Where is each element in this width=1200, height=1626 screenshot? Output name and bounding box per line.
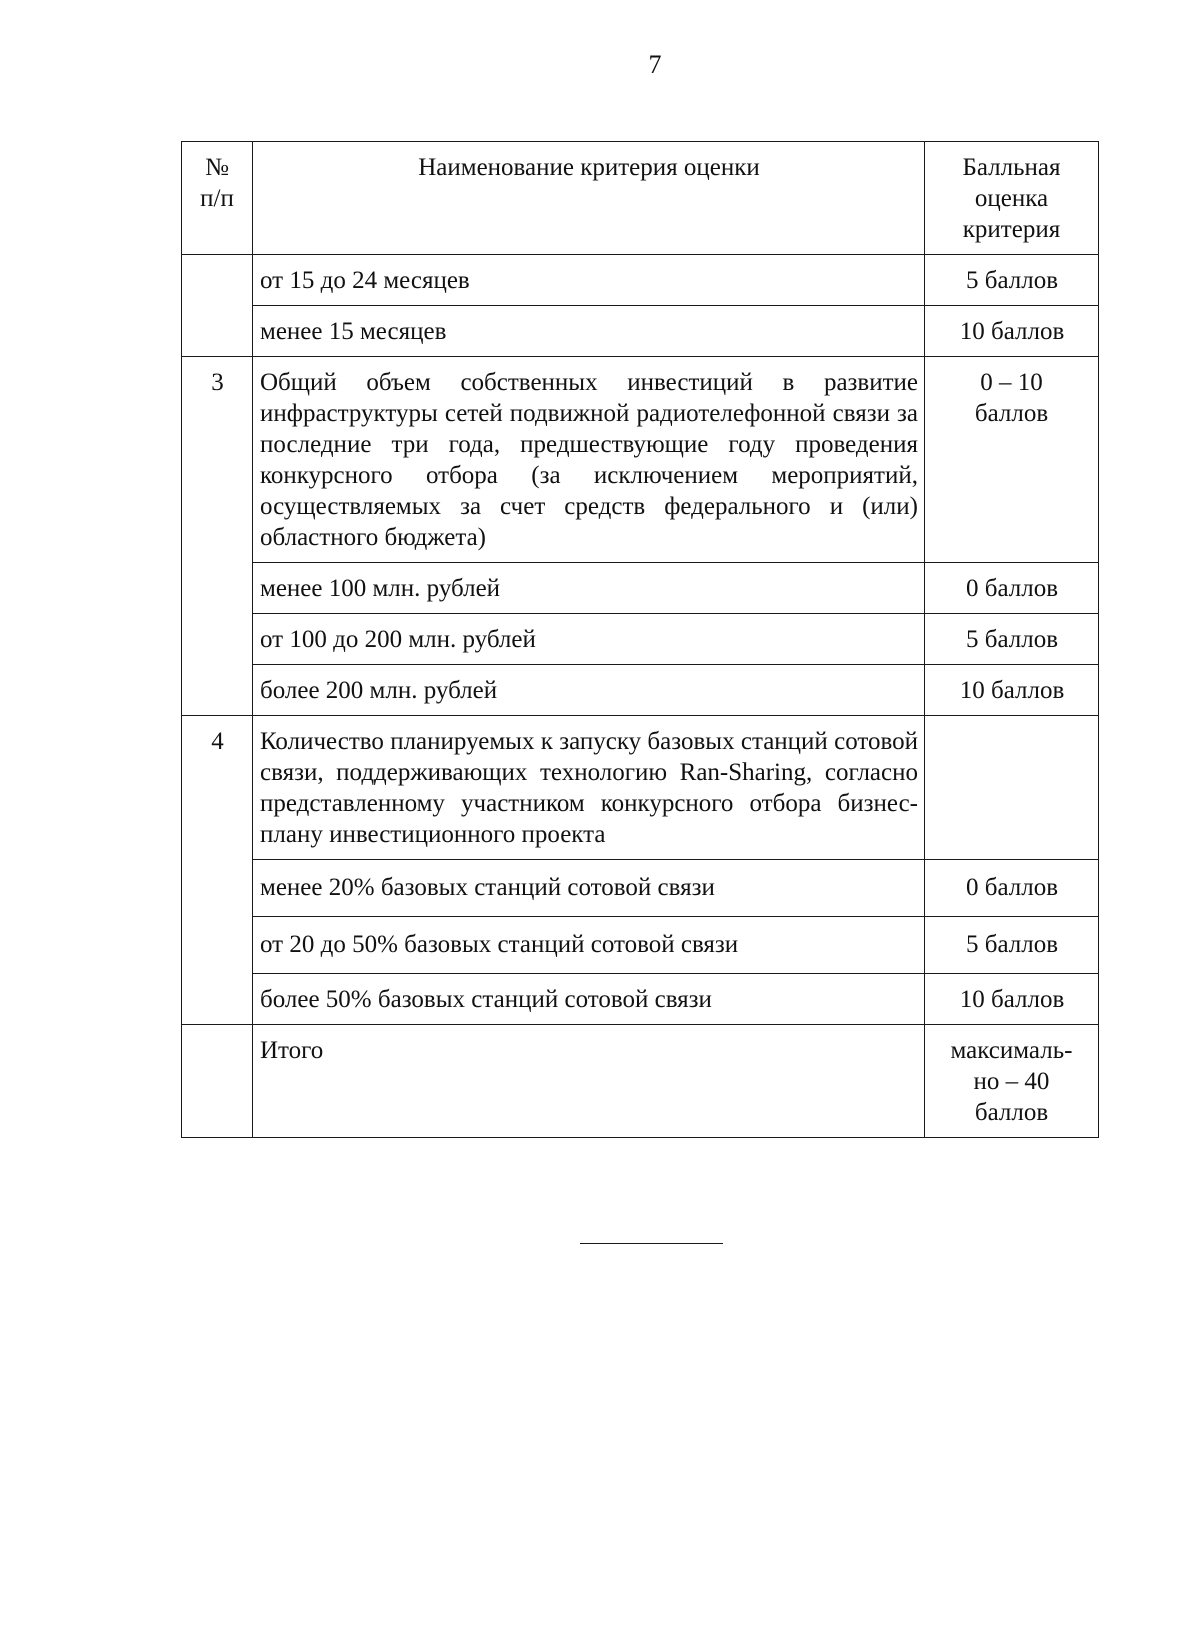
row-num (182, 1025, 253, 1138)
page-number: 7 (648, 50, 662, 79)
row-score: 10 баллов (925, 306, 1099, 357)
row-name: Общий объем собственных инвестиций в развитие инфраструктуры сетей подвижной радиотелефонной связи за последние три года, предшествующие году проведения конкурсного отбора (за исключением мероприятий, осуществляемых за счет средств федерального и (или) областного бюджета) (253, 357, 925, 563)
table-row (182, 357, 1099, 563)
header-name: Наименование критерия оценки (253, 142, 925, 255)
row-score: 5 баллов (925, 917, 1099, 974)
row-score (925, 716, 1099, 860)
header-score: Балльная оценка критерия (925, 142, 1099, 255)
table-header-row (182, 142, 1099, 255)
row-name: Количество планируемых к запуску базовых станций сотовой связи, поддерживающих технологию Ran-Sharing, согласно представленному участником конкурсного отбора бизнес-плану инвестиционного проекта (253, 716, 925, 860)
header-num: № п/п (182, 142, 253, 255)
row-score: 5 баллов (925, 255, 1099, 306)
row-score: 0 баллов (925, 563, 1099, 614)
row-score: максималь-но – 40 баллов (925, 1025, 1099, 1138)
row-name: менее 20% базовых станций сотовой связи (253, 860, 925, 917)
table-row (182, 665, 1099, 716)
end-divider (580, 1243, 723, 1244)
row-score: 0 – 10 баллов (925, 357, 1099, 563)
table-row (182, 563, 1099, 614)
row-name: от 20 до 50% базовых станций сотовой связи (253, 917, 925, 974)
row-name: менее 15 месяцев (253, 306, 925, 357)
table-row (182, 306, 1099, 357)
table-row (182, 974, 1099, 1025)
row-name: менее 100 млн. рублей (253, 563, 925, 614)
row-score: 5 баллов (925, 614, 1099, 665)
criteria-table (181, 141, 1099, 1138)
table-row (182, 917, 1099, 974)
row-num (182, 255, 253, 357)
table-row (182, 860, 1099, 917)
row-name: более 50% базовых станций сотовой связи (253, 974, 925, 1025)
table-row-total (182, 1025, 1099, 1138)
row-name: Итого (253, 1025, 925, 1138)
row-score: 10 баллов (925, 974, 1099, 1025)
row-score: 10 баллов (925, 665, 1099, 716)
row-num: 4 (182, 716, 253, 1025)
row-name: от 100 до 200 млн. рублей (253, 614, 925, 665)
table-row (182, 255, 1099, 306)
table-row (182, 716, 1099, 860)
row-num: 3 (182, 357, 253, 716)
row-name: более 200 млн. рублей (253, 665, 925, 716)
table-row (182, 614, 1099, 665)
row-name: от 15 до 24 месяцев (253, 255, 925, 306)
row-score: 0 баллов (925, 860, 1099, 917)
